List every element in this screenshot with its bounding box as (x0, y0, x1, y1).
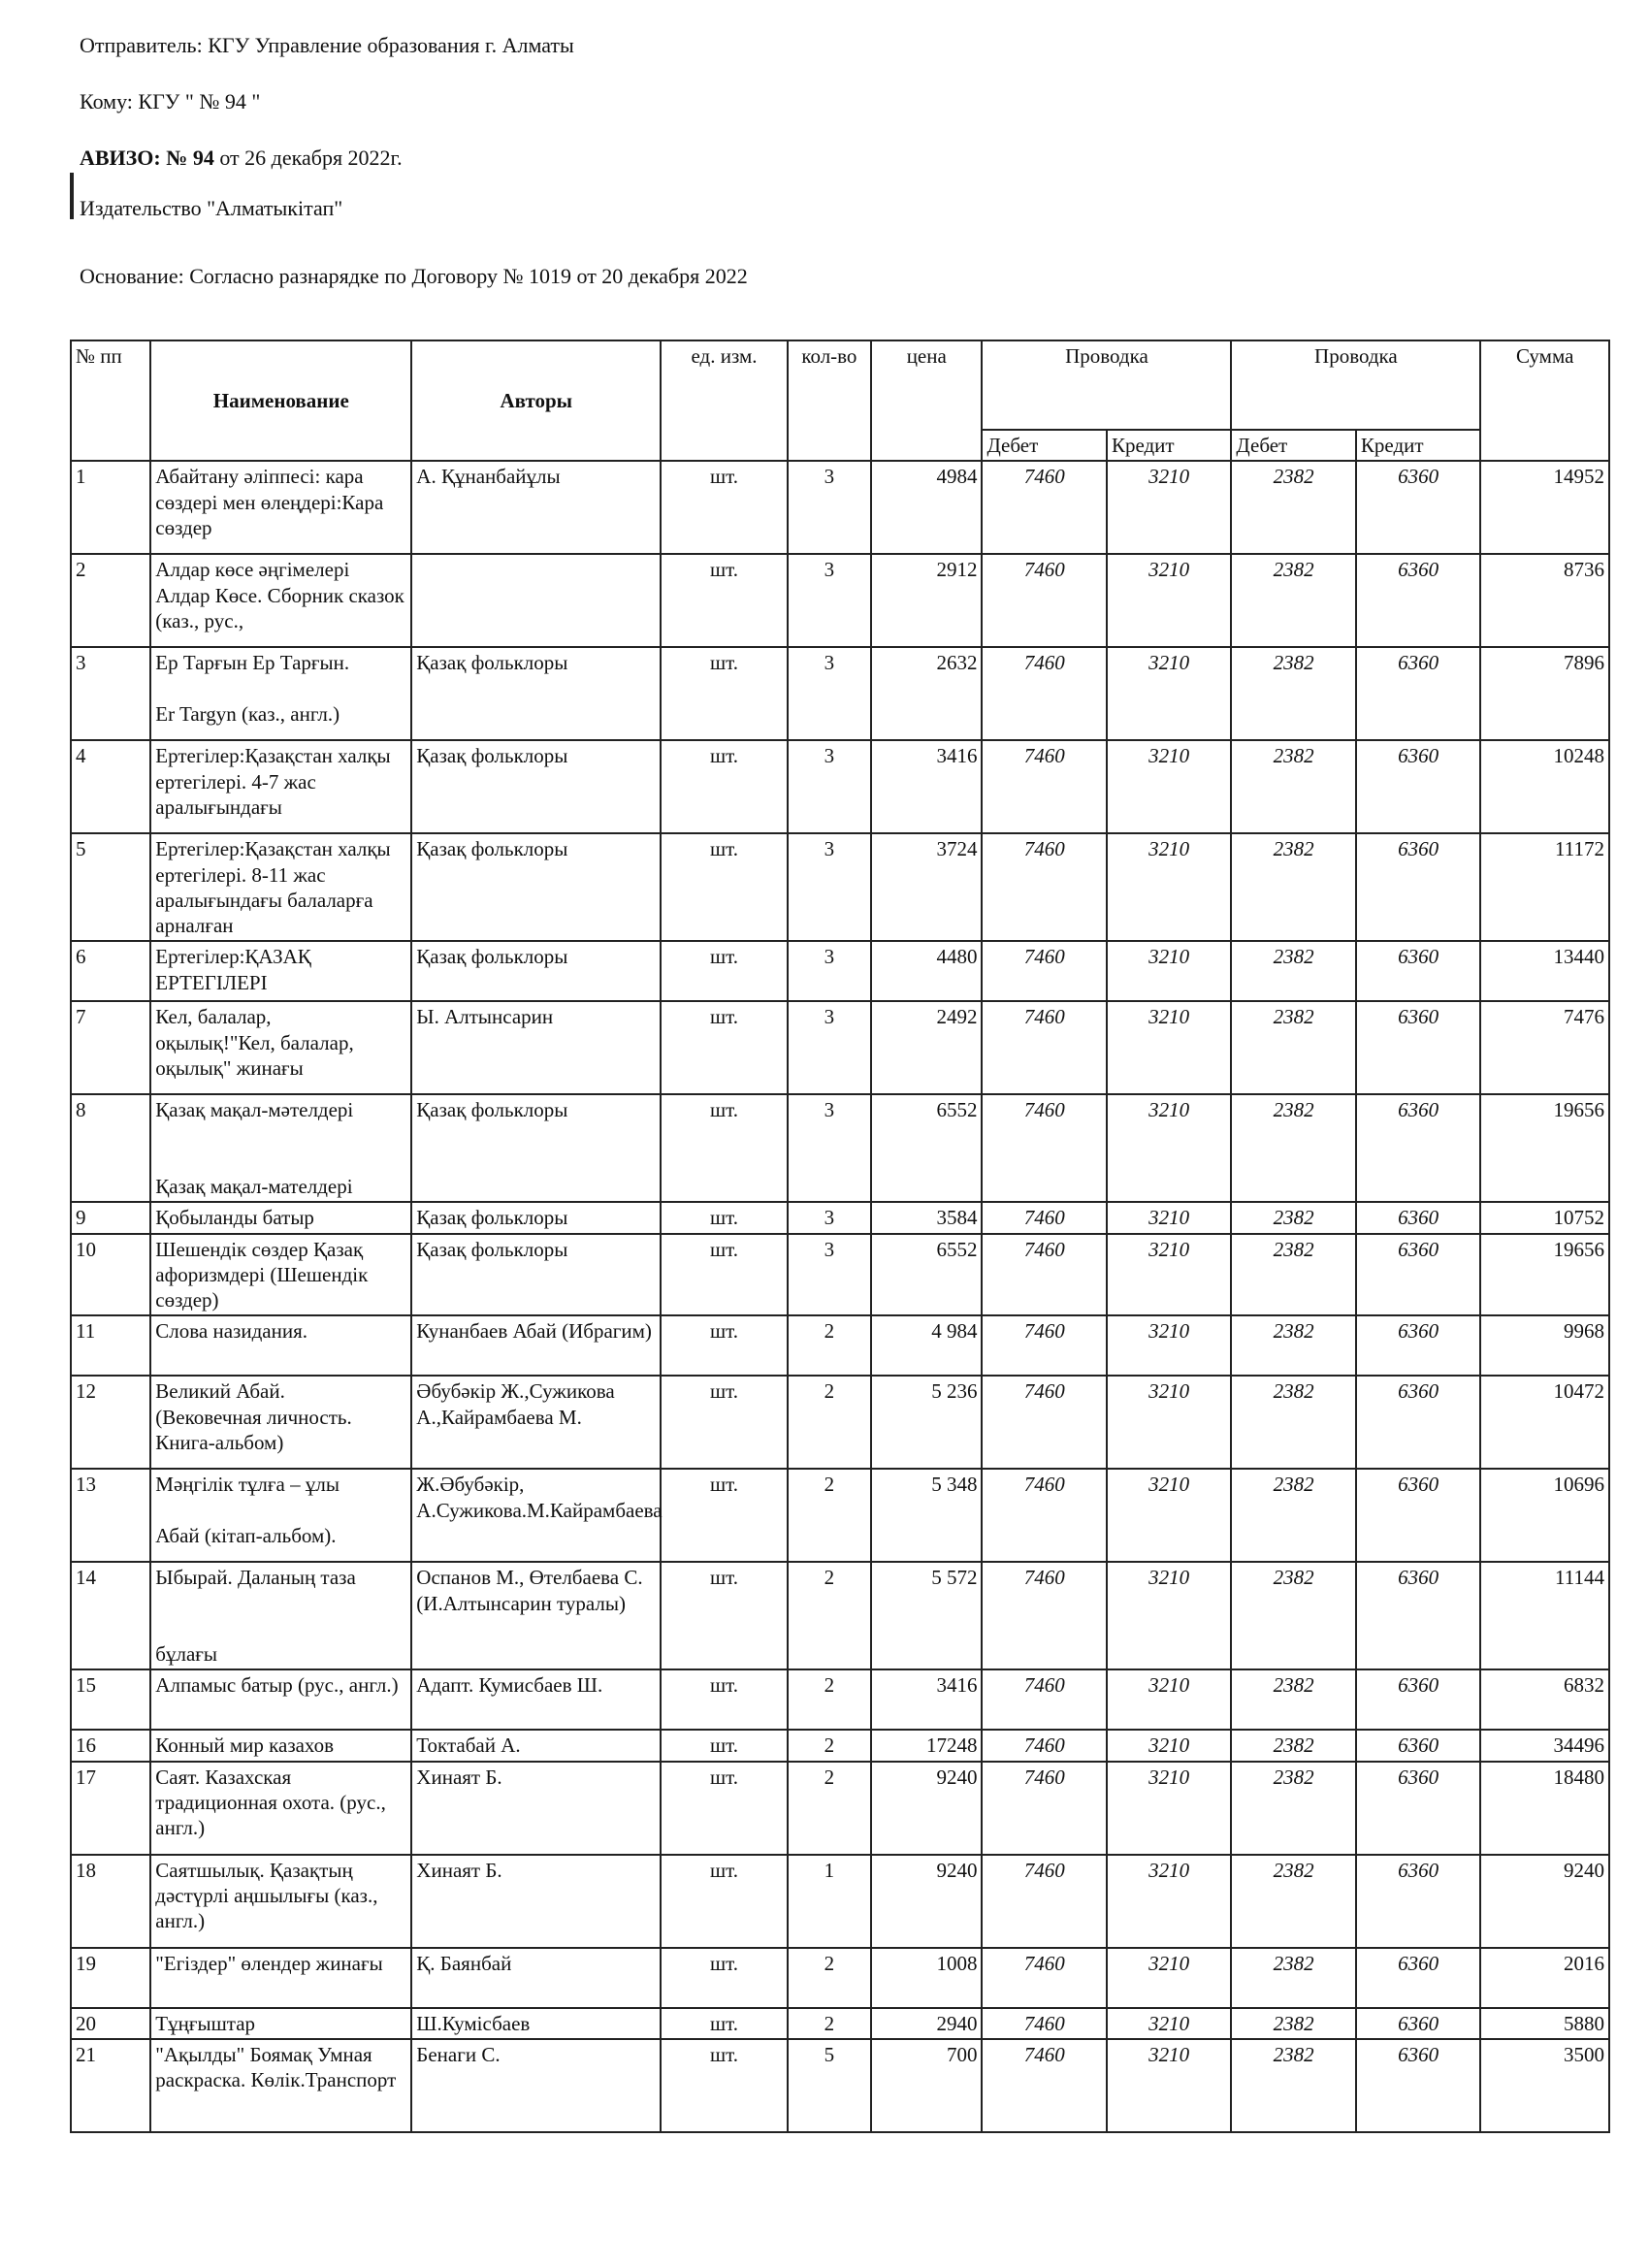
credit-2: 6360 (1356, 1234, 1480, 1316)
credit-2: 6360 (1356, 2039, 1480, 2132)
col-authors: Авторы (411, 340, 661, 461)
item-qty: 3 (788, 461, 871, 554)
recipient-line: Кому: КГУ " № 94 " (80, 89, 261, 113)
debit-1: 7460 (982, 1562, 1106, 1669)
credit-1: 3210 (1107, 1948, 1231, 2008)
row-number: 16 (71, 1730, 150, 1761)
row-number: 19 (71, 1948, 150, 2008)
debit-2: 2382 (1231, 833, 1355, 941)
item-qty: 3 (788, 647, 871, 740)
table-row (71, 1562, 1609, 1669)
item-price: 9240 (871, 1855, 982, 1948)
credit-2: 6360 (1356, 1762, 1480, 1855)
item-author: Қазақ фольклоры (411, 833, 661, 941)
item-sum: 19656 (1480, 1094, 1609, 1202)
debit-1: 7460 (982, 1001, 1106, 1094)
credit-1: 3210 (1107, 1669, 1231, 1730)
debit-1: 7460 (982, 647, 1106, 740)
item-qty: 3 (788, 740, 871, 833)
item-unit: шт. (661, 1202, 787, 1233)
table-row (71, 1094, 1609, 1202)
credit-2: 6360 (1356, 1669, 1480, 1730)
table-row (71, 1234, 1609, 1316)
credit-2: 6360 (1356, 1315, 1480, 1376)
item-unit: шт. (661, 1855, 787, 1948)
credit-2: 6360 (1356, 1730, 1480, 1761)
item-sum: 10752 (1480, 1202, 1609, 1233)
item-price: 17248 (871, 1730, 982, 1761)
item-price: 1008 (871, 1948, 982, 2008)
item-unit: шт. (661, 1562, 787, 1669)
debit-2: 2382 (1231, 1855, 1355, 1948)
table-row (71, 1315, 1609, 1376)
debit-1: 7460 (982, 1469, 1106, 1562)
table-head (71, 340, 1609, 461)
item-sum: 34496 (1480, 1730, 1609, 1761)
item-author (411, 554, 661, 647)
item-price: 9240 (871, 1762, 982, 1855)
row-number: 5 (71, 833, 150, 941)
row-number: 21 (71, 2039, 150, 2132)
row-number: 7 (71, 1001, 150, 1094)
col-num: № пп (71, 340, 150, 461)
debit-2: 2382 (1231, 1234, 1355, 1316)
debit-2: 2382 (1231, 1001, 1355, 1094)
credit-1: 3210 (1107, 1762, 1231, 1855)
table-body (71, 461, 1609, 2132)
row-number: 11 (71, 1315, 150, 1376)
row-number: 4 (71, 740, 150, 833)
item-sum: 10248 (1480, 740, 1609, 833)
row-number: 2 (71, 554, 150, 647)
item-price: 3416 (871, 1669, 982, 1730)
item-author: Токтабай А. (411, 1730, 661, 1761)
item-unit: шт. (661, 1234, 787, 1316)
item-sum: 10472 (1480, 1376, 1609, 1469)
item-author: Адапт. Кумисбаев Ш. (411, 1669, 661, 1730)
credit-1: 3210 (1107, 1001, 1231, 1094)
debit-1: 7460 (982, 1234, 1106, 1316)
credit-1: 3210 (1107, 740, 1231, 833)
item-name: Қобыланды батыр (150, 1202, 411, 1233)
credit-2: 6360 (1356, 1202, 1480, 1233)
row-number: 10 (71, 1234, 150, 1316)
item-sum: 18480 (1480, 1762, 1609, 1855)
item-name: Великий Абай. (Вековечная личность. Книга-альбом) (150, 1376, 411, 1469)
item-sum: 2016 (1480, 1948, 1609, 2008)
debit-2: 2382 (1231, 1469, 1355, 1562)
item-price: 3724 (871, 833, 982, 941)
item-author: Хинаят Б. (411, 1855, 661, 1948)
item-unit: шт. (661, 1948, 787, 2008)
item-qty: 2 (788, 1315, 871, 1376)
item-sum: 3500 (1480, 2039, 1609, 2132)
item-unit: шт. (661, 461, 787, 554)
credit-2: 6360 (1356, 461, 1480, 554)
item-sum: 11144 (1480, 1562, 1609, 1669)
row-number: 1 (71, 461, 150, 554)
table-row (71, 461, 1609, 554)
debit-2: 2382 (1231, 647, 1355, 740)
debit-2: 2382 (1231, 740, 1355, 833)
item-qty: 2 (788, 1730, 871, 1761)
item-author: Ж.Әбубәкір, А.Сужикова.М.Кайрамбаева (411, 1469, 661, 1562)
item-price: 700 (871, 2039, 982, 2132)
row-number: 18 (71, 1855, 150, 1948)
col-credit-2: Кредит (1356, 430, 1480, 461)
row-number: 12 (71, 1376, 150, 1469)
item-unit: шт. (661, 1730, 787, 1761)
item-author: Қ. Баянбай (411, 1948, 661, 2008)
item-sum: 14952 (1480, 461, 1609, 554)
row-number: 15 (71, 1669, 150, 1730)
credit-1: 3210 (1107, 2008, 1231, 2039)
item-qty: 3 (788, 554, 871, 647)
item-name: Алдар көсе әңгімелері Алдар Көсе. Сборник сказок (каз., рус., (150, 554, 411, 647)
debit-1: 7460 (982, 1855, 1106, 1948)
item-price: 4480 (871, 941, 982, 1001)
debit-1: 7460 (982, 1315, 1106, 1376)
item-price: 2940 (871, 2008, 982, 2039)
col-debit-1: Дебет (982, 430, 1106, 461)
item-author: Ш.Кумісбаев (411, 2008, 661, 2039)
debit-2: 2382 (1231, 941, 1355, 1001)
debit-2: 2382 (1231, 461, 1355, 554)
row-number: 17 (71, 1762, 150, 1855)
credit-2: 6360 (1356, 1855, 1480, 1948)
item-name: Ертегілер:ҚАЗАҚ ЕРТЕГІЛЕРІ (150, 941, 411, 1001)
debit-2: 2382 (1231, 1669, 1355, 1730)
item-unit: шт. (661, 833, 787, 941)
item-unit: шт. (661, 740, 787, 833)
col-unit: ед. изм. (661, 340, 787, 461)
debit-1: 7460 (982, 554, 1106, 647)
table-row (71, 1376, 1609, 1469)
aviso-table (70, 340, 1610, 2133)
item-author: Хинаят Б. (411, 1762, 661, 1855)
item-sum: 9240 (1480, 1855, 1609, 1948)
table-row (71, 554, 1609, 647)
item-author: Кунанбаев Абай (Ибрагим) (411, 1315, 661, 1376)
col-credit-1: Кредит (1107, 430, 1231, 461)
credit-1: 3210 (1107, 554, 1231, 647)
row-number: 13 (71, 1469, 150, 1562)
item-sum: 9968 (1480, 1315, 1609, 1376)
publisher-line: Издательство "Алматыкітап" (80, 196, 343, 220)
debit-1: 7460 (982, 833, 1106, 941)
item-unit: шт. (661, 1094, 787, 1202)
table-row (71, 740, 1609, 833)
item-qty: 2 (788, 1762, 871, 1855)
item-unit: шт. (661, 1376, 787, 1469)
credit-2: 6360 (1356, 554, 1480, 647)
item-price: 5 572 (871, 1562, 982, 1669)
table-row (71, 1855, 1609, 1948)
debit-2: 2382 (1231, 1094, 1355, 1202)
item-price: 2632 (871, 647, 982, 740)
item-qty: 5 (788, 2039, 871, 2132)
item-name: Кел, балалар, oқылық!"Кел, балалар, оқылық" жинағы (150, 1001, 411, 1094)
item-qty: 2 (788, 2008, 871, 2039)
credit-1: 3210 (1107, 1376, 1231, 1469)
item-qty: 3 (788, 941, 871, 1001)
col-sum: Сумма (1480, 340, 1609, 461)
credit-1: 3210 (1107, 1469, 1231, 1562)
item-author: Қазақ фольклоры (411, 1202, 661, 1233)
item-qty: 2 (788, 1376, 871, 1469)
credit-1: 3210 (1107, 461, 1231, 554)
item-unit: шт. (661, 554, 787, 647)
credit-1: 3210 (1107, 1562, 1231, 1669)
item-price: 6552 (871, 1094, 982, 1202)
debit-1: 7460 (982, 1762, 1106, 1855)
col-name: Наименование (150, 340, 411, 461)
debit-1: 7460 (982, 941, 1106, 1001)
item-qty: 2 (788, 1562, 871, 1669)
row-number: 6 (71, 941, 150, 1001)
row-number: 9 (71, 1202, 150, 1233)
table-row (71, 1948, 1609, 2008)
col-posting-1: Проводка (982, 340, 1231, 430)
item-qty: 2 (788, 1469, 871, 1562)
credit-2: 6360 (1356, 1376, 1480, 1469)
col-debit-2: Дебет (1231, 430, 1355, 461)
row-number: 3 (71, 647, 150, 740)
credit-2: 6360 (1356, 1469, 1480, 1562)
item-name: Ертегілер:Қазақстан халқы ертегілері. 4-7 жас аралығындағы (150, 740, 411, 833)
col-qty: кол-во (788, 340, 871, 461)
credit-1: 3210 (1107, 833, 1231, 941)
item-sum: 13440 (1480, 941, 1609, 1001)
credit-2: 6360 (1356, 740, 1480, 833)
credit-1: 3210 (1107, 647, 1231, 740)
item-sum: 5880 (1480, 2008, 1609, 2039)
item-name: Саят. Казахская традиционная охота. (рус., англ.) (150, 1762, 411, 1855)
item-name: Қазақ мақал-мәтелдері Қазақ мақал-мателдері (150, 1094, 411, 1202)
credit-1: 3210 (1107, 1855, 1231, 1948)
table-row (71, 941, 1609, 1001)
col-posting-2: Проводка (1231, 340, 1480, 430)
item-price: 5 236 (871, 1376, 982, 1469)
debit-1: 7460 (982, 740, 1106, 833)
item-sum: 7896 (1480, 647, 1609, 740)
item-sum: 19656 (1480, 1234, 1609, 1316)
item-name: Тұңғыштар (150, 2008, 411, 2039)
item-qty: 3 (788, 1001, 871, 1094)
debit-2: 2382 (1231, 554, 1355, 647)
credit-2: 6360 (1356, 647, 1480, 740)
debit-2: 2382 (1231, 1762, 1355, 1855)
item-name: Мәңгілік тұлға – ұлы Абай (кітап-альбом). (150, 1469, 411, 1562)
item-price: 6552 (871, 1234, 982, 1316)
table-row (71, 1730, 1609, 1761)
item-unit: шт. (661, 2008, 787, 2039)
credit-1: 3210 (1107, 1202, 1231, 1233)
aviso-line (80, 146, 403, 171)
item-price: 5 348 (871, 1469, 982, 1562)
debit-2: 2382 (1231, 1730, 1355, 1761)
credit-1: 3210 (1107, 1315, 1231, 1376)
item-name: Ертегілер:Қазақстан халқы ертегілері. 8-11 жас аралығындағы балаларға арналған (150, 833, 411, 941)
item-name: Абайтану әліппесі: кара сөздері мен өлеңдері:Кара сөздер (150, 461, 411, 554)
item-qty: 1 (788, 1855, 871, 1948)
table-row (71, 1669, 1609, 1730)
item-sum: 11172 (1480, 833, 1609, 941)
credit-2: 6360 (1356, 1001, 1480, 1094)
table-row (71, 1469, 1609, 1562)
credit-1: 3210 (1107, 1234, 1231, 1316)
table-row (71, 2008, 1609, 2039)
item-unit: шт. (661, 1669, 787, 1730)
item-author: Бенаги С. (411, 2039, 661, 2132)
table-row (71, 1001, 1609, 1094)
item-name: Шешендік сөздер Қазақ афоризмдері (Шешендік сөздер) (150, 1234, 411, 1316)
item-unit: шт. (661, 1315, 787, 1376)
item-unit: шт. (661, 2039, 787, 2132)
item-name: Саятшылық. Қазақтың дәстүрлі аңшылығы (каз., англ.) (150, 1855, 411, 1948)
debit-2: 2382 (1231, 1202, 1355, 1233)
credit-2: 6360 (1356, 1562, 1480, 1669)
item-author: А. Құнанбайұлы (411, 461, 661, 554)
item-unit: шт. (661, 647, 787, 740)
item-name: Конный мир казахов (150, 1730, 411, 1761)
row-number: 14 (71, 1562, 150, 1669)
aviso-number: АВИЗО: № 94 (80, 146, 214, 170)
debit-1: 7460 (982, 1202, 1106, 1233)
binder-mark (70, 173, 74, 219)
table-row (71, 833, 1609, 941)
item-author: Ы. Алтынсарин (411, 1001, 661, 1094)
credit-2: 6360 (1356, 2008, 1480, 2039)
debit-1: 7460 (982, 1730, 1106, 1761)
item-name: "Ақылды" Боямақ Умная раскраска. Көлік.Транспорт (150, 2039, 411, 2132)
item-price: 2492 (871, 1001, 982, 1094)
table-row (71, 1202, 1609, 1233)
debit-1: 7460 (982, 1948, 1106, 2008)
item-name: Ер Тарғын Ер Тарғын. Er Targyn (каз., англ.) (150, 647, 411, 740)
row-number: 20 (71, 2008, 150, 2039)
item-unit: шт. (661, 1001, 787, 1094)
item-sum: 6832 (1480, 1669, 1609, 1730)
basis-line: Основание: Согласно разнарядке по Договору № 1019 от 20 декабря 2022 (80, 264, 748, 288)
item-unit: шт. (661, 941, 787, 1001)
item-author: Оспанов М., Өтелбаева С. (И.Алтынсарин туралы) (411, 1562, 661, 1669)
item-author: Қазақ фольклоры (411, 647, 661, 740)
item-author: Қазақ фольклоры (411, 1094, 661, 1202)
debit-2: 2382 (1231, 1376, 1355, 1469)
credit-2: 6360 (1356, 1948, 1480, 2008)
item-name: Слова назидания. (150, 1315, 411, 1376)
credit-1: 3210 (1107, 1094, 1231, 1202)
table-row (71, 1762, 1609, 1855)
credit-1: 3210 (1107, 2039, 1231, 2132)
credit-2: 6360 (1356, 1094, 1480, 1202)
debit-1: 7460 (982, 2008, 1106, 2039)
item-qty: 2 (788, 1669, 871, 1730)
debit-2: 2382 (1231, 1948, 1355, 2008)
credit-2: 6360 (1356, 941, 1480, 1001)
credit-1: 3210 (1107, 1730, 1231, 1761)
debit-1: 7460 (982, 1376, 1106, 1469)
item-price: 2912 (871, 554, 982, 647)
item-name: Алпамыс батыр (рус., англ.) (150, 1669, 411, 1730)
item-qty: 3 (788, 833, 871, 941)
item-sum: 8736 (1480, 554, 1609, 647)
table-row (71, 647, 1609, 740)
debit-1: 7460 (982, 461, 1106, 554)
item-author: Қазақ фольклоры (411, 1234, 661, 1316)
item-qty: 2 (788, 1948, 871, 2008)
credit-2: 6360 (1356, 833, 1480, 941)
item-price: 3584 (871, 1202, 982, 1233)
item-author: Қазақ фольклоры (411, 941, 661, 1001)
item-author: Қазақ фольклоры (411, 740, 661, 833)
item-price: 4984 (871, 461, 982, 554)
debit-2: 2382 (1231, 1562, 1355, 1669)
col-price: цена (871, 340, 982, 461)
item-name: "Егіздер" өлендер жинағы (150, 1948, 411, 2008)
item-price: 3416 (871, 740, 982, 833)
table-row (71, 2039, 1609, 2132)
item-author: Әбубәкір Ж.,Сужикова А.,Кайрамбаева М. (411, 1376, 661, 1469)
aviso-date: от 26 декабря 2022г. (219, 146, 403, 170)
item-unit: шт. (661, 1762, 787, 1855)
item-unit: шт. (661, 1469, 787, 1562)
credit-1: 3210 (1107, 941, 1231, 1001)
debit-1: 7460 (982, 1094, 1106, 1202)
item-name: Ыбырай. Даланың таза бұлағы (150, 1562, 411, 1669)
debit-2: 2382 (1231, 1315, 1355, 1376)
item-qty: 3 (788, 1202, 871, 1233)
item-sum: 10696 (1480, 1469, 1609, 1562)
item-qty: 3 (788, 1094, 871, 1202)
item-sum: 7476 (1480, 1001, 1609, 1094)
row-number: 8 (71, 1094, 150, 1202)
item-qty: 3 (788, 1234, 871, 1316)
debit-1: 7460 (982, 2039, 1106, 2132)
debit-1: 7460 (982, 1669, 1106, 1730)
debit-2: 2382 (1231, 2008, 1355, 2039)
debit-2: 2382 (1231, 2039, 1355, 2132)
item-price: 4 984 (871, 1315, 982, 1376)
sender-line: Отправитель: КГУ Управление образования г. Алматы (80, 33, 574, 57)
